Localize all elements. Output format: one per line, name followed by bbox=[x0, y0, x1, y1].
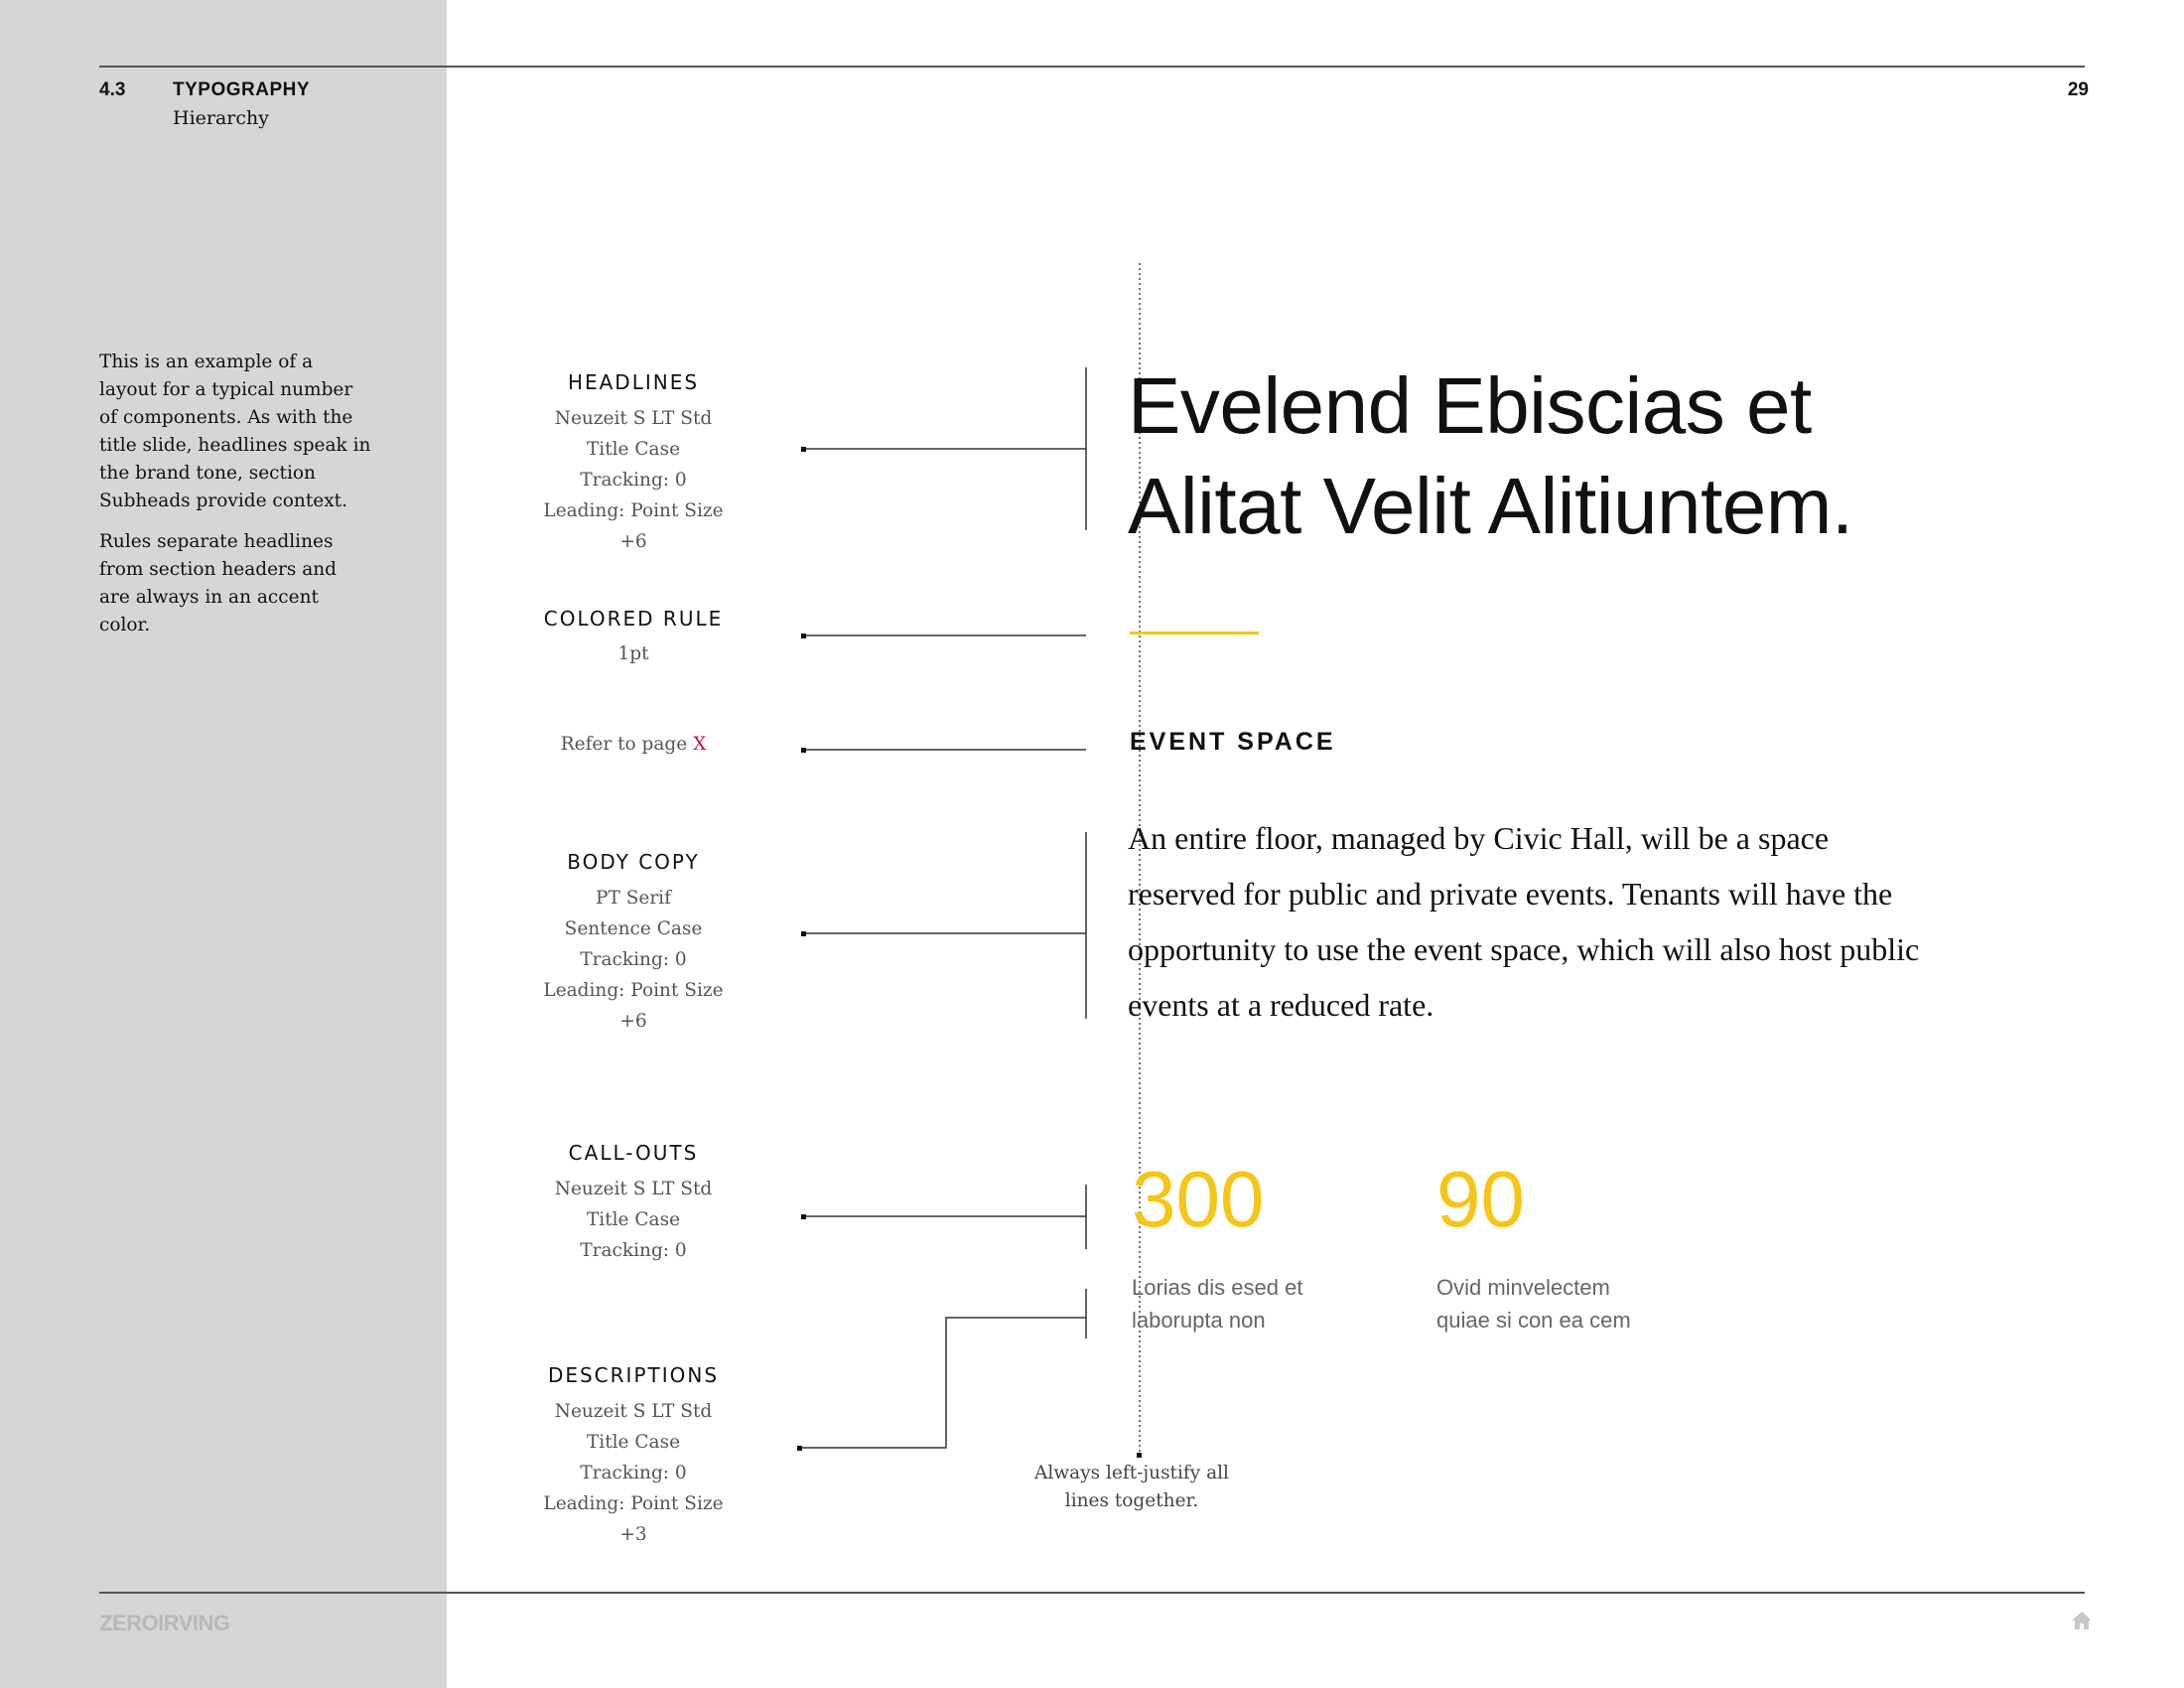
sample-headline-line2: Alitat Velit Alitiuntem. bbox=[1128, 462, 1853, 550]
sample-body-copy: An entire floor, managed by Civic Hall, will be a space reserved for public and private events. Tenants will have the opportunity to use the event space, which will also host public events at a reduced rate. bbox=[1128, 820, 1920, 1023]
label-body-copy-tracking: Tracking: 0 bbox=[580, 949, 687, 970]
page-number: 29 bbox=[2067, 79, 2089, 100]
label-body-copy-font: PT Serif bbox=[596, 888, 671, 909]
accent-colored-rule bbox=[1130, 632, 1259, 634]
label-body-copy-title: BODY COPY bbox=[567, 850, 700, 874]
callout-description-1 bbox=[1132, 1271, 1390, 1336]
sidebar-intro-text: This is an example of a layout for a typical number of components. As with the title slide, headlines speak in the brand tone, section Subheads provide context. bbox=[99, 352, 371, 511]
footer-logo: ZEROIRVING bbox=[99, 1611, 230, 1635]
callout-description-2 bbox=[1436, 1271, 1695, 1336]
callout-description-2-line1: Ovid minvelectem bbox=[1436, 1275, 1610, 1300]
callout-description-1-line1: Lorias dis esed et bbox=[1132, 1275, 1303, 1300]
label-callouts-case: Title Case bbox=[586, 1209, 681, 1230]
label-headlines-leading: Leading: Point Size +6 bbox=[543, 500, 724, 552]
label-descriptions-leading: Leading: Point Size +3 bbox=[543, 1493, 724, 1545]
home-icon[interactable] bbox=[2071, 1610, 2093, 1631]
label-callouts-title: CALL-OUTS bbox=[568, 1141, 699, 1165]
section-title: TYPOGRAPHY bbox=[173, 79, 311, 100]
sidebar-rules-text: Rules separate headlines from section headers and are always in an accent color. bbox=[99, 531, 338, 635]
label-descriptions-case: Title Case bbox=[586, 1432, 681, 1453]
label-refer-text: Refer to page bbox=[560, 734, 694, 755]
label-descriptions-title: DESCRIPTIONS bbox=[547, 1363, 720, 1387]
label-headlines-title: HEADLINES bbox=[567, 370, 700, 394]
label-headlines-tracking: Tracking: 0 bbox=[580, 470, 687, 491]
justify-note bbox=[1032, 1460, 1231, 1515]
label-refer-marker: X bbox=[693, 734, 707, 755]
label-callouts-tracking: Tracking: 0 bbox=[580, 1240, 687, 1261]
sample-headline-line1: Evelend Ebiscias et bbox=[1128, 361, 1812, 450]
label-callouts-font: Neuzeit S LT Std bbox=[554, 1179, 713, 1199]
label-headlines-font: Neuzeit S LT Std bbox=[554, 408, 713, 429]
section-subtitle: Hierarchy bbox=[173, 107, 269, 129]
justify-note-line2: lines together. bbox=[1064, 1490, 1199, 1511]
label-body-copy-case: Sentence Case bbox=[564, 918, 703, 939]
label-colored-rule-weight: 1pt bbox=[617, 643, 649, 664]
justify-note-line1: Always left-justify all bbox=[1034, 1463, 1229, 1483]
callout-description-1-line2: laborupta non bbox=[1132, 1308, 1266, 1333]
sample-headline bbox=[1128, 355, 1853, 556]
label-headlines-case: Title Case bbox=[586, 439, 681, 460]
callout-number-2: 90 bbox=[1436, 1155, 1525, 1243]
label-body-copy-leading: Leading: Point Size +6 bbox=[543, 980, 724, 1032]
label-descriptions-tracking: Tracking: 0 bbox=[580, 1463, 687, 1483]
label-descriptions-font: Neuzeit S LT Std bbox=[554, 1401, 713, 1422]
callout-description-2-line2: quiae si con ea cem bbox=[1436, 1308, 1631, 1333]
label-colored-rule-title: COLORED RULE bbox=[543, 607, 724, 631]
callout-number-1: 300 bbox=[1132, 1155, 1265, 1243]
section-number: 4.3 bbox=[99, 79, 126, 100]
sample-section-header: EVENT SPACE bbox=[1130, 728, 1336, 756]
